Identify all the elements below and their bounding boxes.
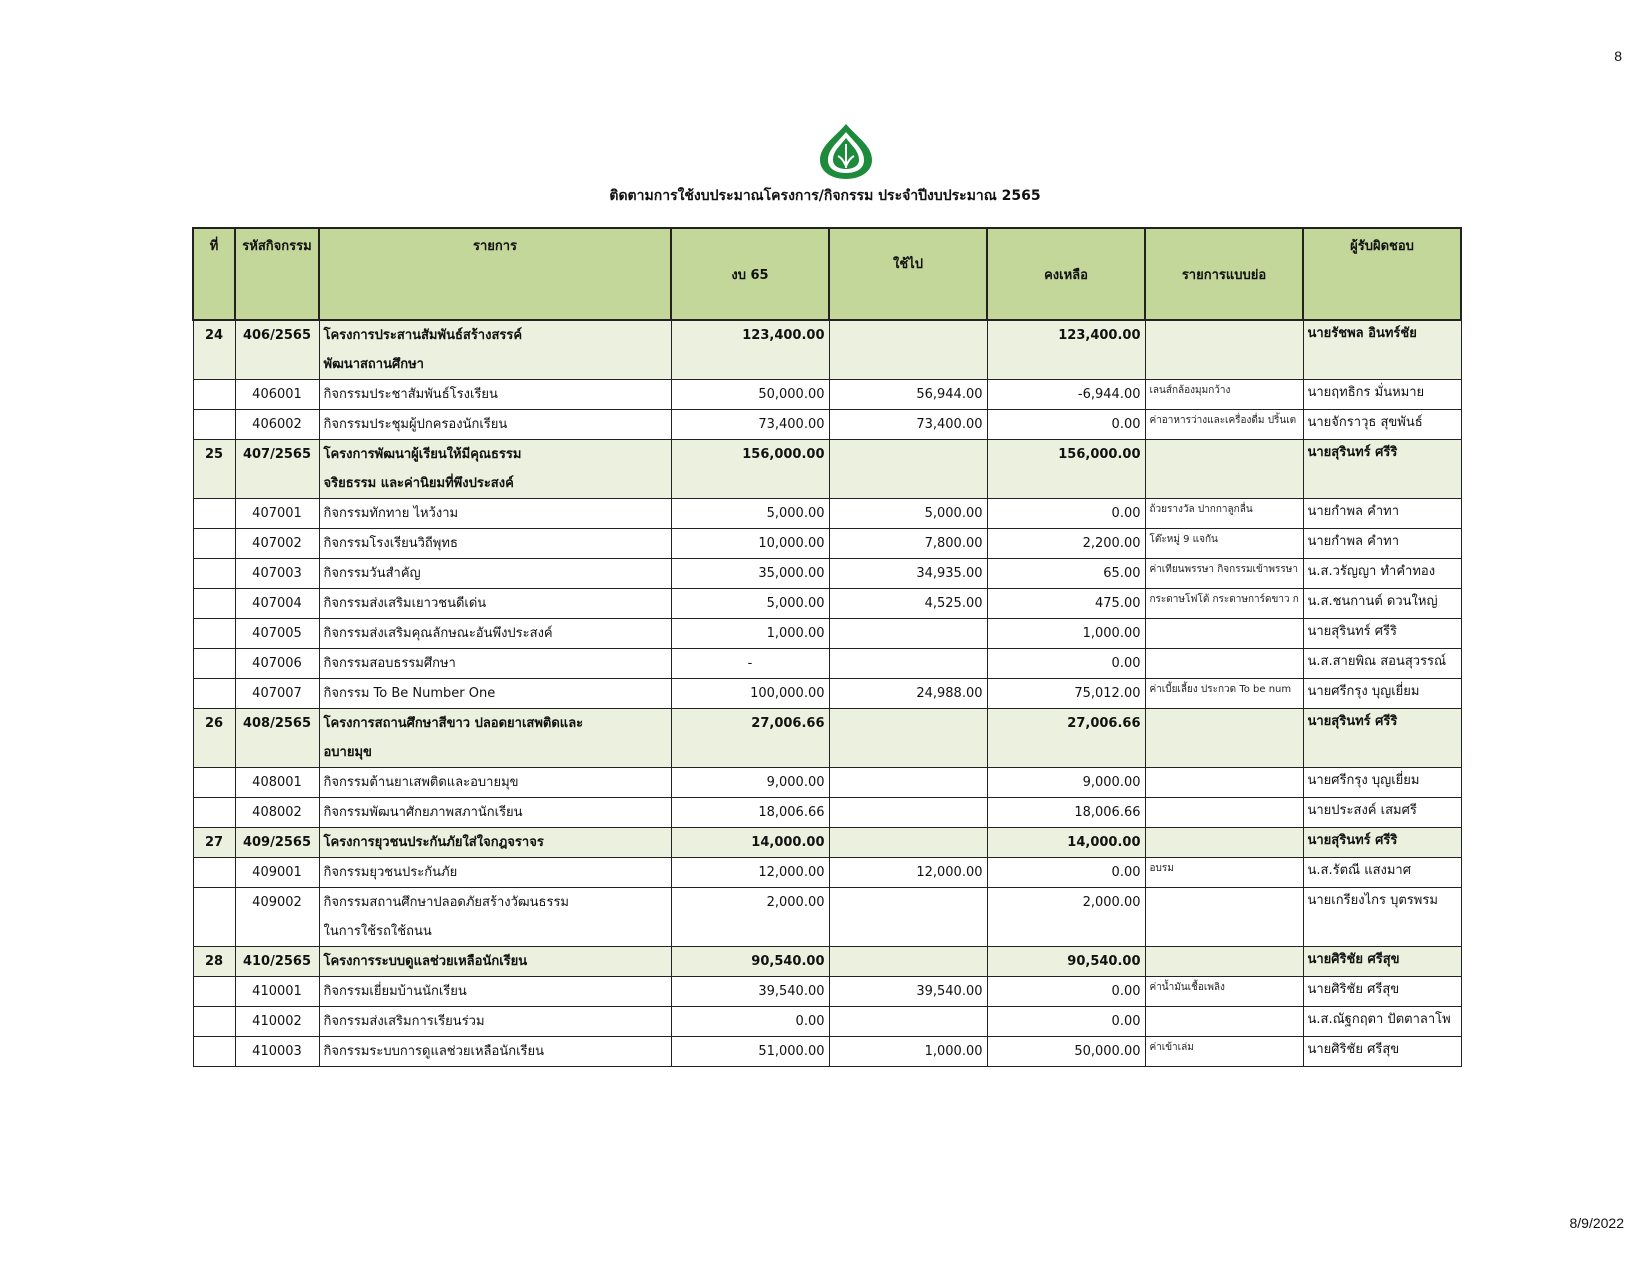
activity-row	[193, 768, 1461, 798]
row-summary: ค่าเบี้ยเลี้ยง ประกวด To be num	[1145, 679, 1303, 709]
row-spent: 12,000.00	[829, 858, 987, 888]
table-header-row	[193, 228, 1461, 320]
row-budget: 39,540.00	[671, 977, 829, 1007]
row-remain: 0.00	[987, 649, 1145, 679]
row-responsible: น.ส.ณัฐกฤตา ปัตตาลาโพ	[1303, 1007, 1461, 1037]
row-remain: 0.00	[987, 499, 1145, 529]
row-item: กิจกรรม To Be Number One	[319, 679, 671, 709]
row-item: กิจกรรมพัฒนาศักยภาพสภานักเรียน	[319, 798, 671, 828]
row-no	[193, 1037, 235, 1067]
row-spent: 5,000.00	[829, 499, 987, 529]
row-no	[193, 977, 235, 1007]
row-item: กิจกรรมส่งเสริมการเรียนร่วม	[319, 1007, 671, 1037]
row-code: 409002	[235, 888, 319, 947]
activity-row	[193, 589, 1461, 619]
activity-row	[193, 1037, 1461, 1067]
row-spent: 56,944.00	[829, 380, 987, 410]
row-budget: 5,000.00	[671, 499, 829, 529]
row-item: กิจกรรมทักทาย ไหว้งาม	[319, 499, 671, 529]
row-code: 408001	[235, 768, 319, 798]
row-no	[193, 649, 235, 679]
activity-row	[193, 888, 1461, 947]
row-item: กิจกรรมยุวชนประกันภัย	[319, 858, 671, 888]
row-code: 407003	[235, 559, 319, 589]
row-item: กิจกรรมโรงเรียนวิถีพุทธ	[319, 529, 671, 559]
row-remain: 0.00	[987, 1007, 1145, 1037]
activity-row	[193, 679, 1461, 709]
project-row	[193, 709, 1461, 768]
row-no: 25	[193, 440, 235, 499]
row-spent: 73,400.00	[829, 410, 987, 440]
row-summary	[1145, 1007, 1303, 1037]
row-no: 28	[193, 947, 235, 977]
activity-row	[193, 619, 1461, 649]
header-no: ที่	[193, 228, 235, 320]
row-spent	[829, 320, 987, 380]
header-item: รายการ	[319, 228, 671, 320]
row-item: กิจกรรมส่งเสริมเยาวชนดีเด่น	[319, 589, 671, 619]
row-no	[193, 1007, 235, 1037]
row-responsible: นายศรีกรุง บุญเยี่ยม	[1303, 679, 1461, 709]
row-budget: 156,000.00	[671, 440, 829, 499]
row-spent	[829, 888, 987, 947]
row-no	[193, 798, 235, 828]
row-remain: 156,000.00	[987, 440, 1145, 499]
row-responsible: นายรัชพล อินทร์ชัย	[1303, 320, 1461, 380]
header-responsible: ผู้รับผิดชอบ	[1303, 228, 1461, 320]
row-budget: 100,000.00	[671, 679, 829, 709]
row-budget: 2,000.00	[671, 888, 829, 947]
row-spent	[829, 947, 987, 977]
row-item: โครงการยุวชนประกันภัยใส่ใจกฎจราจร	[319, 828, 671, 858]
row-summary: เลนส์กล้องมุมกว้าง	[1145, 380, 1303, 410]
row-budget: 27,006.66	[671, 709, 829, 768]
project-row	[193, 947, 1461, 977]
row-remain: 475.00	[987, 589, 1145, 619]
row-code: 407005	[235, 619, 319, 649]
row-code: 408/2565	[235, 709, 319, 768]
row-responsible: น.ส.ชนกานต์ ดวนใหญ่	[1303, 589, 1461, 619]
row-summary: ถ้วยรางวัล ปากกาลูกลื่น	[1145, 499, 1303, 529]
row-item	[319, 888, 671, 947]
row-responsible: น.ส.รัตณี แสงมาศ	[1303, 858, 1461, 888]
row-no	[193, 529, 235, 559]
activity-row	[193, 1007, 1461, 1037]
row-code: 406001	[235, 380, 319, 410]
row-budget: 12,000.00	[671, 858, 829, 888]
row-code: 406/2565	[235, 320, 319, 380]
row-item-line2: ในการใช้รถใช้ถนน	[323, 924, 432, 939]
row-item: กิจกรรมประชุมผู้ปกครองนักเรียน	[319, 410, 671, 440]
row-summary	[1145, 709, 1303, 768]
row-item: กิจกรรมต้านยาเสพติดและอบายมุข	[319, 768, 671, 798]
row-spent: 1,000.00	[829, 1037, 987, 1067]
row-summary: ค่าเทียนพรรษา กิจกรรมเข้าพรรษา	[1145, 559, 1303, 589]
row-code: 407006	[235, 649, 319, 679]
row-code: 409/2565	[235, 828, 319, 858]
row-budget	[671, 649, 829, 679]
project-row	[193, 440, 1461, 499]
row-remain: 0.00	[987, 977, 1145, 1007]
row-responsible: นายกำพล คำทา	[1303, 529, 1461, 559]
row-code: 410001	[235, 977, 319, 1007]
row-summary: อบรม	[1145, 858, 1303, 888]
row-spent	[829, 1007, 987, 1037]
row-item: กิจกรรมวันสำคัญ	[319, 559, 671, 589]
row-code: 409001	[235, 858, 319, 888]
row-code: 407004	[235, 589, 319, 619]
header-code: รหัสกิจกรรม	[235, 228, 319, 320]
row-no	[193, 499, 235, 529]
row-no: 27	[193, 828, 235, 858]
row-responsible: น.ส.วรัญญา ทำคำทอง	[1303, 559, 1461, 589]
row-remain: 2,200.00	[987, 529, 1145, 559]
activity-row	[193, 499, 1461, 529]
row-responsible: นายจักราวุธ สุขพันธ์	[1303, 410, 1461, 440]
row-remain: 0.00	[987, 410, 1145, 440]
row-item: กิจกรรมสอบธรรมศึกษา	[319, 649, 671, 679]
project-row	[193, 320, 1461, 380]
row-budget: 18,006.66	[671, 798, 829, 828]
row-budget-dash: -	[747, 656, 753, 671]
header-summary: รายการแบบย่อ	[1145, 228, 1303, 320]
row-remain: 123,400.00	[987, 320, 1145, 380]
row-responsible: นายศรีกรุง บุญเยี่ยม	[1303, 768, 1461, 798]
row-no	[193, 619, 235, 649]
row-summary	[1145, 828, 1303, 858]
row-responsible: นายสุรินทร์ ศรีริ	[1303, 440, 1461, 499]
header-remain: คงเหลือ	[987, 228, 1145, 320]
row-code: 407002	[235, 529, 319, 559]
row-spent	[829, 798, 987, 828]
row-item	[319, 440, 671, 499]
row-budget: 51,000.00	[671, 1037, 829, 1067]
row-budget: 0.00	[671, 1007, 829, 1037]
row-responsible: นายศิริชัย ศรีสุข	[1303, 1037, 1461, 1067]
document-title: ติดตามการใช้งบประมาณโครงการ/กิจกรรม ประจำปีงบประมาณ 2565	[609, 188, 1041, 204]
row-budget: 14,000.00	[671, 828, 829, 858]
row-responsible: นายสุรินทร์ ศรีริ	[1303, 828, 1461, 858]
row-item: โครงการระบบดูแลช่วยเหลือนักเรียน	[319, 947, 671, 977]
row-budget: 50,000.00	[671, 380, 829, 410]
row-code: 410002	[235, 1007, 319, 1037]
row-no	[193, 559, 235, 589]
row-summary: โต๊ะหมู่ 9 แจกัน	[1145, 529, 1303, 559]
row-spent	[829, 709, 987, 768]
row-summary	[1145, 320, 1303, 380]
row-code: 410/2565	[235, 947, 319, 977]
row-no	[193, 679, 235, 709]
row-item	[319, 709, 671, 768]
row-item: กิจกรรมส่งเสริมคุณลักษณะอันพึงประสงค์	[319, 619, 671, 649]
project-row	[193, 828, 1461, 858]
activity-row	[193, 649, 1461, 679]
row-remain: 27,006.66	[987, 709, 1145, 768]
row-remain: 18,006.66	[987, 798, 1145, 828]
row-item-line1: โครงการสถานศึกษาสีขาว ปลอดยาเสพติดและ	[323, 716, 584, 731]
row-item	[319, 320, 671, 380]
row-code: 407007	[235, 679, 319, 709]
row-budget: 9,000.00	[671, 768, 829, 798]
row-no	[193, 888, 235, 947]
row-remain: -6,944.00	[987, 380, 1145, 410]
activity-row	[193, 380, 1461, 410]
row-remain: 50,000.00	[987, 1037, 1145, 1067]
row-item-line2: อบายมุข	[323, 745, 372, 760]
row-no	[193, 768, 235, 798]
row-summary	[1145, 947, 1303, 977]
row-code: 406002	[235, 410, 319, 440]
row-item-line1: โครงการพัฒนาผู้เรียนให้มีคุณธรรม	[323, 447, 522, 462]
row-item: กิจกรรมเยี่ยมบ้านนักเรียน	[319, 977, 671, 1007]
row-spent	[829, 619, 987, 649]
row-spent	[829, 649, 987, 679]
row-spent: 24,988.00	[829, 679, 987, 709]
row-item-line1: โครงการประสานสัมพันธ์สร้างสรรค์	[323, 328, 523, 343]
page-number: 8	[1614, 48, 1622, 64]
row-budget: 90,540.00	[671, 947, 829, 977]
row-summary: ค่าน้ำมันเชื้อเพลิง	[1145, 977, 1303, 1007]
row-no	[193, 589, 235, 619]
row-no	[193, 410, 235, 440]
row-summary: ค่าเข้าเล่ม	[1145, 1037, 1303, 1067]
row-no: 26	[193, 709, 235, 768]
page-date: 8/9/2022	[1569, 1215, 1624, 1231]
row-summary	[1145, 619, 1303, 649]
row-budget: 1,000.00	[671, 619, 829, 649]
row-item-line2: พัฒนาสถานศึกษา	[323, 357, 424, 372]
row-spent: 34,935.00	[829, 559, 987, 589]
row-budget: 10,000.00	[671, 529, 829, 559]
row-spent: 4,525.00	[829, 589, 987, 619]
row-remain: 65.00	[987, 559, 1145, 589]
row-no	[193, 380, 235, 410]
row-remain: 9,000.00	[987, 768, 1145, 798]
row-remain: 75,012.00	[987, 679, 1145, 709]
row-budget: 73,400.00	[671, 410, 829, 440]
row-item: กิจกรรมประชาสัมพันธ์โรงเรียน	[319, 380, 671, 410]
row-responsible: นายกำพล คำทา	[1303, 499, 1461, 529]
row-spent: 7,800.00	[829, 529, 987, 559]
row-summary	[1145, 888, 1303, 947]
row-remain: 1,000.00	[987, 619, 1145, 649]
row-spent	[829, 828, 987, 858]
row-no: 24	[193, 320, 235, 380]
activity-row	[193, 858, 1461, 888]
row-remain: 90,540.00	[987, 947, 1145, 977]
row-responsible: นายเกรียงไกร บุตรพรม	[1303, 888, 1461, 947]
row-responsible: นายสุรินทร์ ศรีริ	[1303, 709, 1461, 768]
row-responsible: นายศิริชัย ศรีสุข	[1303, 947, 1461, 977]
row-responsible: น.ส.สายพิณ สอนสุวรรณ์	[1303, 649, 1461, 679]
row-code: 408002	[235, 798, 319, 828]
row-item-line1: กิจกรรมสถานศึกษาปลอดภัยสร้างวัฒนธรรม	[323, 895, 569, 910]
row-budget: 5,000.00	[671, 589, 829, 619]
row-spent	[829, 768, 987, 798]
budget-table	[192, 227, 1462, 1067]
row-item-line2: จริยธรรม และค่านิยมที่พึงประสงค์	[323, 476, 514, 491]
row-code: 407001	[235, 499, 319, 529]
row-summary	[1145, 798, 1303, 828]
header-budget: งบ 65	[671, 228, 829, 320]
row-code: 410003	[235, 1037, 319, 1067]
header-spent: ใช้ไป	[829, 228, 987, 320]
school-logo-icon	[818, 122, 874, 180]
row-summary: ค่าอาหารว่างและเครื่องดื่ม ปริ้นเต	[1145, 410, 1303, 440]
row-summary	[1145, 649, 1303, 679]
row-budget: 123,400.00	[671, 320, 829, 380]
activity-row	[193, 410, 1461, 440]
row-no	[193, 858, 235, 888]
row-item: กิจกรรมระบบการดูแลช่วยเหลือนักเรียน	[319, 1037, 671, 1067]
row-responsible: นายสุรินทร์ ศรีริ	[1303, 619, 1461, 649]
row-remain: 0.00	[987, 858, 1145, 888]
row-remain: 2,000.00	[987, 888, 1145, 947]
row-responsible: นายศิริชัย ศรีสุข	[1303, 977, 1461, 1007]
row-remain: 14,000.00	[987, 828, 1145, 858]
row-summary	[1145, 768, 1303, 798]
activity-row	[193, 798, 1461, 828]
activity-row	[193, 977, 1461, 1007]
row-responsible: นายฤทธิกร มั่นหมาย	[1303, 380, 1461, 410]
row-responsible: นายประสงค์ เสมศรี	[1303, 798, 1461, 828]
row-budget: 35,000.00	[671, 559, 829, 589]
row-code: 407/2565	[235, 440, 319, 499]
row-spent: 39,540.00	[829, 977, 987, 1007]
activity-row	[193, 529, 1461, 559]
row-summary	[1145, 440, 1303, 499]
row-summary: กระดาษโฟโต้ กระดาษการ์ดขาว ก	[1145, 589, 1303, 619]
activity-row	[193, 559, 1461, 589]
row-spent	[829, 440, 987, 499]
